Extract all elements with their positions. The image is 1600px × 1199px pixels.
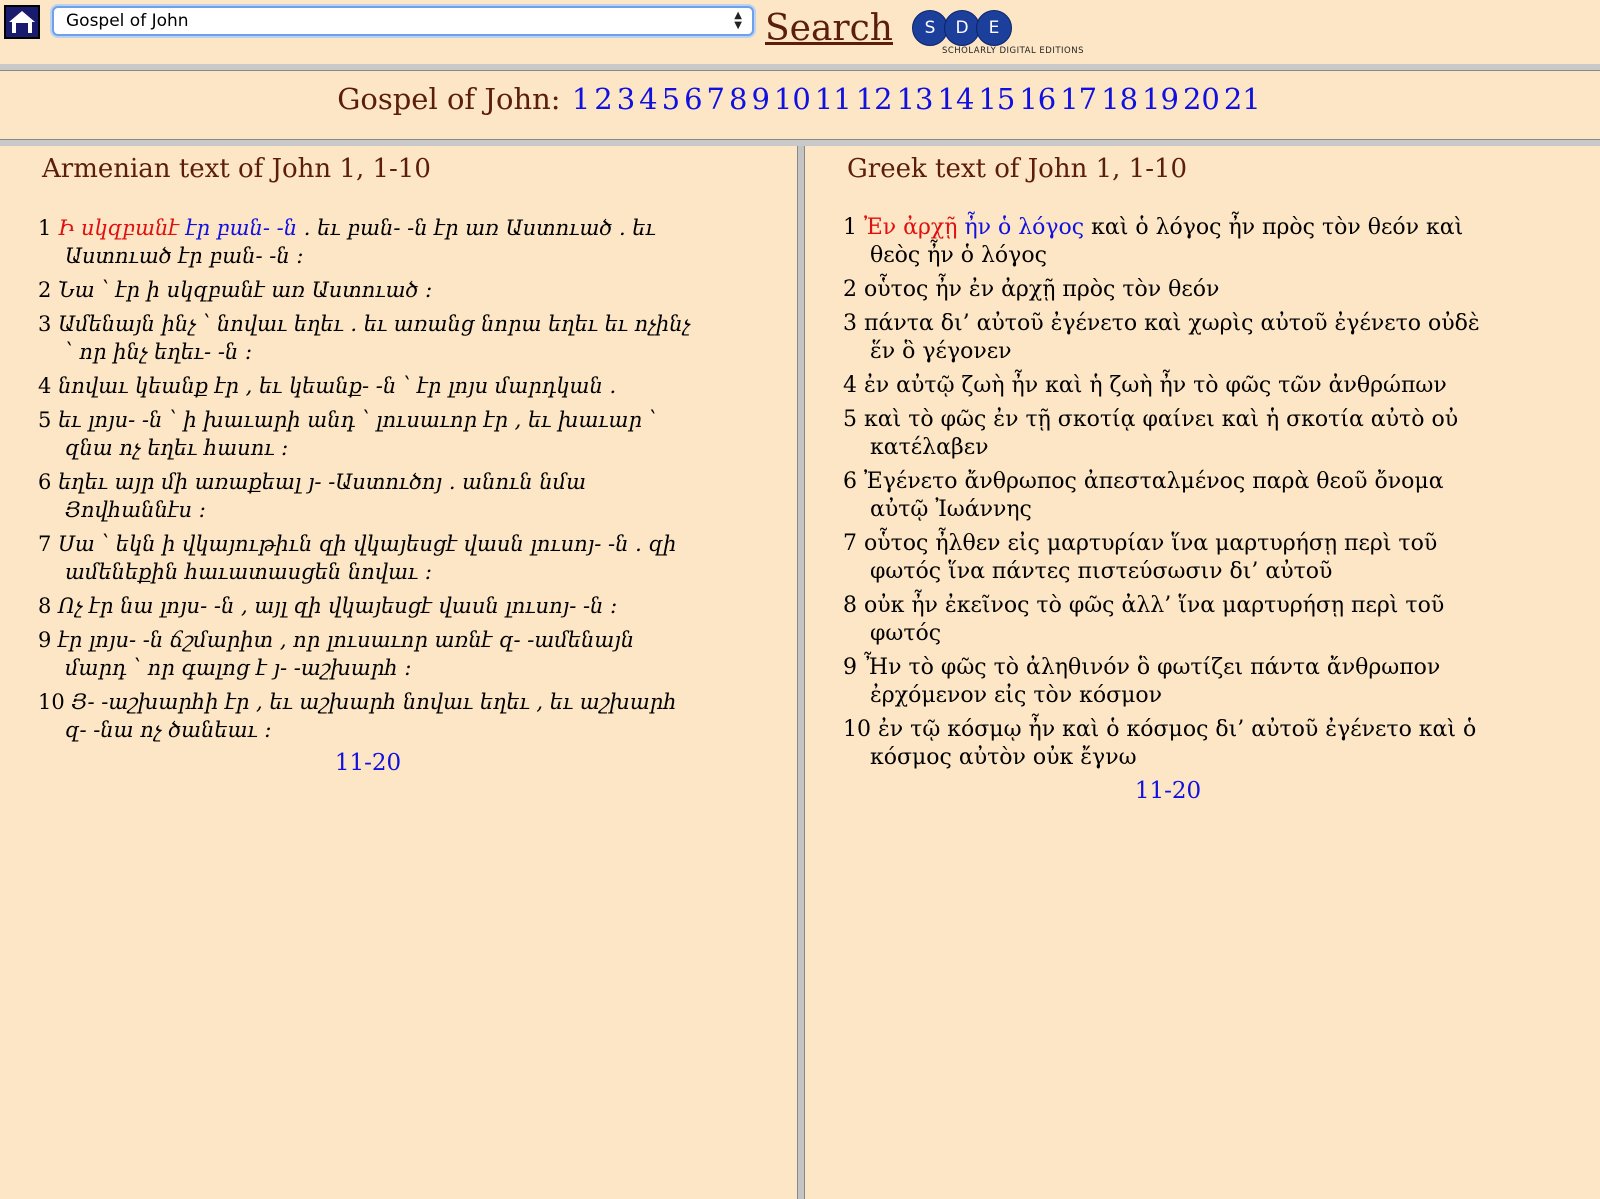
chapter-nav-label: Gospel of John: xyxy=(337,82,561,116)
armenian-verse-4 xyxy=(38,372,698,400)
armenian-verse-9 xyxy=(38,626,698,682)
verse-number: 7 xyxy=(38,532,52,556)
verse-text: նովաւ կեանք էր , եւ կեանք- -ն ՝ էր լոյս մարդկան . xyxy=(58,374,617,398)
verse-text: πάντα δι’ αὐτοῦ ἐγένετο καὶ χωρὶς αὐτοῦ ἐγένετο οὐδὲ ἕν ὃ γέγονεν xyxy=(864,311,1480,364)
greek-verse-1 xyxy=(843,214,1493,270)
logo-letter-s: S xyxy=(912,10,948,46)
verse-text: . եւ բան- -ն էր առ Աստուած . եւ Աստուած էր բան- -ն : xyxy=(65,216,656,268)
verse-number: 8 xyxy=(38,594,52,618)
chapter-link-19[interactable]: 19 xyxy=(1142,82,1179,116)
chapter-link-6[interactable]: 6 xyxy=(684,82,703,116)
armenian-verse-8 xyxy=(38,592,698,620)
chapter-link-1[interactable]: 1 xyxy=(571,82,591,116)
chapter-link-21[interactable]: 21 xyxy=(1223,82,1261,116)
chapter-link-7[interactable]: 7 xyxy=(706,82,725,116)
logo-caption: SCHOLARLY DIGITAL EDITIONS xyxy=(941,46,1084,56)
chapter-link-3[interactable]: 3 xyxy=(616,82,636,116)
verse-number: 3 xyxy=(843,311,857,336)
verse-text: ἐν τῷ κόσμῳ ἦν καὶ ὁ κόσμος δι’ αὐτοῦ ἐγένετο καὶ ὁ κόσμος αὐτὸν οὐκ ἔγνω xyxy=(870,717,1477,770)
chapter-link-17[interactable]: 17 xyxy=(1060,82,1098,116)
verse-text: եւ լոյս- -ն ՝ ի խաւարի անդ ՝ լուսաւոր էր , եւ խաւար ՝ զնա ոչ եղեւ հասու : xyxy=(58,408,657,460)
chapter-link-5[interactable]: 5 xyxy=(661,82,681,116)
chapter-link-12[interactable]: 12 xyxy=(855,82,893,116)
verse-text: եղեւ այր մի առաքեալ յ- -Աստուծոյ . անուն նմա Յովհաննէս : xyxy=(58,470,587,522)
greek-verse-2 xyxy=(843,276,1493,304)
verse-number: 6 xyxy=(38,470,52,494)
verse-number: 6 xyxy=(843,469,857,494)
home-icon xyxy=(8,9,36,35)
armenian-next-link[interactable]: 11-20 xyxy=(334,750,402,776)
verse-number: 7 xyxy=(843,531,857,556)
greek-verse-7 xyxy=(843,530,1493,586)
verse-number: 5 xyxy=(843,407,857,432)
verse-text: καὶ τὸ φῶς ἐν τῇ σκοτίᾳ φαίνει καὶ ἡ σκοτία αὐτὸ οὐ κατέλαβεν xyxy=(864,407,1459,460)
verse-number: 2 xyxy=(843,277,857,302)
select-arrows-icon: ▲ ▼ xyxy=(734,10,742,31)
chapter-link-16[interactable]: 16 xyxy=(1019,82,1057,116)
logo-letter-e: E xyxy=(976,10,1012,46)
verse-text: Ἦν τὸ φῶς τὸ ἀληθινόν ὃ φωτίζει πάντα ἄνθρωπον ἐρχόμενον εἰς τὸν κόσμον xyxy=(864,655,1441,708)
verse-number: 4 xyxy=(843,373,857,398)
armenian-verse-5 xyxy=(38,406,698,462)
verse-text: οὐκ ἦν ἐκεῖνος τὸ φῶς ἀλλ’ ἵνα μαρτυρήσῃ περὶ τοῦ φωτός xyxy=(864,593,1445,646)
highlight-red: Ἐν ἀρχῇ xyxy=(864,215,958,240)
greek-verse-9 xyxy=(843,654,1493,710)
verse-text: Սա ՝ եկն ի վկայութիւն զի վկայեսցէ վասն լուսոյ- -ն . զի ամենեքին հաւատասցեն նովաւ : xyxy=(58,532,677,584)
verse-text: Նա ՝ էր ի սկզբանէ առ Աստուած : xyxy=(58,278,433,302)
armenian-verse-10 xyxy=(38,688,698,744)
armenian-column xyxy=(0,146,797,1199)
verse-number: 2 xyxy=(38,278,52,302)
verse-text: Ոչ էր նա լոյս- -ն , այլ զի վկայեսցէ վասն լուսոյ- -ն : xyxy=(58,594,618,618)
greek-verse-4 xyxy=(843,372,1493,400)
chapter-link-11[interactable]: 11 xyxy=(814,82,852,116)
verse-number: 1 xyxy=(38,216,52,240)
chapter-link-8[interactable]: 8 xyxy=(728,82,748,116)
verse-number: 10 xyxy=(38,690,65,714)
verse-number: 8 xyxy=(843,593,857,618)
column-splitter[interactable] xyxy=(797,146,805,1199)
greek-verses xyxy=(843,214,1493,804)
verse-number: 9 xyxy=(843,655,857,680)
chapter-link-4[interactable]: 4 xyxy=(639,82,658,116)
armenian-verse-2 xyxy=(38,276,698,304)
highlight-blue: ἦν ὁ λόγος xyxy=(964,215,1085,240)
verse-number: 4 xyxy=(38,374,52,398)
verse-text: Յ- -աշխարհի էր , եւ աշխարհ նովաւ եղեւ , եւ աշխարհ զ- -նա ոչ ծանեաւ : xyxy=(65,690,677,742)
verse-text: էր լոյս- -ն ճշմարիտ , որ լուսաւոր առնէ զ- -ամենայն մարդ ՝ որ գալոց է յ- -աշխարհ : xyxy=(58,628,635,680)
search-link[interactable]: Search xyxy=(765,8,893,49)
highlight-red: Ի սկզբանէ xyxy=(58,216,180,240)
armenian-verse-3 xyxy=(38,310,698,366)
top-toolbar xyxy=(0,0,1600,64)
chapter-link-13[interactable]: 13 xyxy=(896,82,934,116)
chapter-link-20[interactable]: 20 xyxy=(1182,82,1220,116)
armenian-verse-6 xyxy=(38,468,698,524)
armenian-title: Armenian text of John 1, 1-10 xyxy=(42,154,431,184)
verse-text: καὶ ὁ λόγος ἦν πρὸς τὸν θεόν καὶ θεὸς ἦν ὁ λόγος xyxy=(870,215,1464,268)
greek-verse-8 xyxy=(843,592,1493,648)
verse-number: 3 xyxy=(38,312,52,336)
chapter-link-2[interactable]: 2 xyxy=(594,82,613,116)
verse-text: Ամենայն ինչ ՝ նովաւ եղեւ . եւ առանց նորա եղեւ եւ ոչինչ ՝ որ ինչ եղեւ- -ն : xyxy=(58,312,691,364)
greek-verse-3 xyxy=(843,310,1493,366)
chapter-link-15[interactable]: 15 xyxy=(978,82,1016,116)
verse-text: οὗτος ἦλθεν εἰς μαρτυρίαν ἵνα μαρτυρήσῃ περὶ τοῦ φωτός ἵνα πάντες πιστεύσωσιν δι’ αὐτοῦ xyxy=(864,531,1438,584)
greek-verse-6 xyxy=(843,468,1493,524)
greek-column xyxy=(805,146,1600,1199)
highlight-blue: էր բան- -ն xyxy=(185,216,298,240)
verse-number: 1 xyxy=(843,215,857,240)
armenian-verse-7 xyxy=(38,530,698,586)
verse-number: 5 xyxy=(38,408,52,432)
home-button[interactable] xyxy=(4,5,40,39)
header-divider xyxy=(0,64,1600,71)
armenian-verses xyxy=(38,214,698,776)
chapter-link-9[interactable]: 9 xyxy=(751,82,770,116)
greek-verse-10 xyxy=(843,716,1493,772)
greek-verse-5 xyxy=(843,406,1493,462)
verse-text: ἐν αὐτῷ ζωὴ ἦν καὶ ἡ ζωὴ ἦν τὸ φῶς τῶν ἀνθρώπων xyxy=(864,373,1447,398)
chapter-link-18[interactable]: 18 xyxy=(1101,82,1139,116)
chapter-nav xyxy=(0,71,1600,139)
greek-next-link[interactable]: 11-20 xyxy=(1134,778,1202,804)
greek-title: Greek text of John 1, 1-10 xyxy=(847,154,1188,184)
verse-text: Ἐγένετο ἄνθρωπος ἀπεσταλμένος παρὰ θεοῦ ὄνομα αὐτῷ Ἰωάννης xyxy=(864,469,1444,522)
chapter-link-14[interactable]: 14 xyxy=(937,82,975,116)
verse-text: οὗτος ἦν ἐν ἀρχῇ πρὸς τὸν θεόν xyxy=(864,277,1220,302)
armenian-verse-1 xyxy=(38,214,698,270)
logo-letter-d: D xyxy=(944,10,980,46)
chapter-link-10[interactable]: 10 xyxy=(773,82,811,116)
verse-number: 9 xyxy=(38,628,52,652)
verse-number: 10 xyxy=(843,717,871,742)
chapter-divider xyxy=(0,139,1600,146)
book-select-value: Gospel of John xyxy=(66,11,189,31)
book-select[interactable] xyxy=(52,6,754,36)
sde-logo xyxy=(884,10,1084,60)
